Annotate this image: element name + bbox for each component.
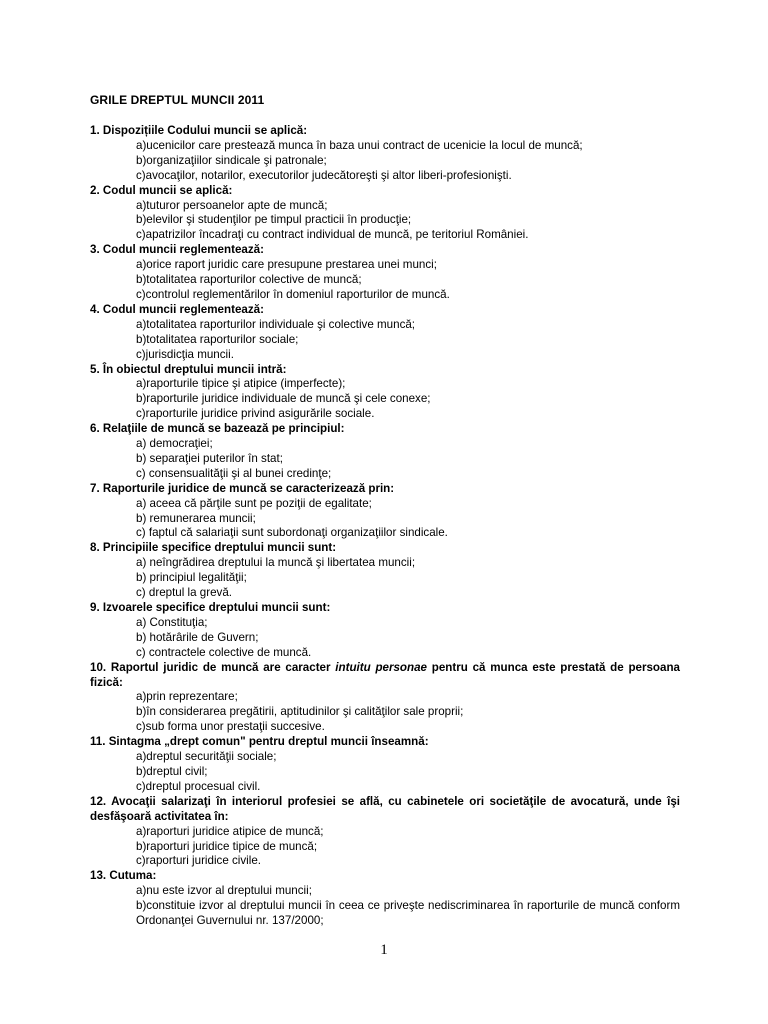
answer-option: a)orice raport juridic care presupune prestarea unei munci; <box>136 258 437 272</box>
answer-option: b)raporturi juridice tipice de muncă; <box>136 839 318 853</box>
question-block <box>90 601 680 661</box>
question-text: 1. Dispozițiile Codului muncii se aplică: <box>90 124 308 137</box>
question-block <box>90 482 680 542</box>
question-text: 2. Codul muncii se aplică: <box>90 183 233 197</box>
answer-option: b)raporturile juridice individuale de muncă şi cele conexe; <box>136 392 431 406</box>
answer-option: a)prin reprezentare; <box>136 690 238 704</box>
question-block <box>90 661 680 736</box>
question-block <box>90 184 680 244</box>
answer-option: a)raporturile tipice şi atipice (imperfecte); <box>136 377 346 391</box>
answer-option: a)nu este izvor al dreptului muncii; <box>136 884 312 898</box>
question-text: 13. Cutuma: <box>90 869 157 883</box>
question-block <box>90 869 680 929</box>
answer-option: b) principiul legalităţii; <box>136 571 247 585</box>
answer-option: c)dreptul procesual civil. <box>136 779 261 793</box>
question-block <box>90 124 680 184</box>
answer-option: a)raporturi juridice atipice de muncă; <box>136 824 324 838</box>
answer-option: a)ucenicilor care prestează munca în baza unui contract de ucenicie la locul de muncă; <box>136 138 583 152</box>
answer-option: c)avocaţilor, notarilor, executorilor judecătoreşti şi altor liberi-profesionişti. <box>136 168 512 182</box>
page-number: 1 <box>380 942 388 958</box>
question-text-start: 10. Raportul juridic de muncă are caracter <box>90 660 336 674</box>
answer-option: c)sub forma unor prestaţii succesive. <box>136 720 325 734</box>
question-text: 8. Principiile specifice dreptului muncii sunt: <box>90 541 337 555</box>
question-block <box>90 303 680 363</box>
answer-option: a) neîngrădirea dreptului la muncă şi libertatea muncii; <box>136 556 416 570</box>
question-text: 11. Sintagma „drept comun" pentru dreptul muncii înseamnă: <box>90 735 429 749</box>
answer-option: c)raporturile juridice privind asigurările sociale. <box>136 407 375 421</box>
question-italic-term: intuitu personae <box>335 660 427 674</box>
answer-option: a) aceea că părţile sunt pe poziţii de egalitate; <box>136 496 372 510</box>
question-block <box>90 795 680 870</box>
question-text: 6. Relaţiile de muncă se bazează pe principiul: <box>90 422 345 436</box>
question-block <box>90 541 680 601</box>
answer-option: c)apatrizilor încadraţi cu contract individual de muncă, pe teritoriul României. <box>136 228 529 242</box>
question-text: 7. Raporturile juridice de muncă se caracterizează prin: <box>90 481 395 495</box>
answer-option: b)dreptul civil; <box>136 764 208 778</box>
document-title: GRILE DREPTUL MUNCII 2011 <box>90 93 265 107</box>
question-block <box>90 422 680 482</box>
question-text: 5. În obiectul dreptului muncii intră: <box>90 362 287 376</box>
answer-option: c)jurisdicţia muncii. <box>136 347 234 361</box>
answer-option: a)totalitatea raporturilor individuale şi colective muncă; <box>136 317 416 331</box>
question-list <box>90 124 680 929</box>
question-block <box>90 363 680 423</box>
answer-option: c)controlul reglementărilor în domeniul raporturilor de muncă. <box>136 287 450 301</box>
answer-option: c) faptul că salariaţii sunt subordonaţi organizaţiilor sindicale. <box>136 526 448 540</box>
question-text: 3. Codul muncii reglementează: <box>90 243 264 257</box>
answer-option: b) separaţiei puterilor în stat; <box>136 451 283 465</box>
answer-option: a) democraţiei; <box>136 437 213 451</box>
answer-option: b)constituie izvor al dreptului muncii în ceea ce priveşte nediscriminarea în raporturile de muncă conform Ordonanţei Guvernului nr. 137/2000; <box>136 899 680 928</box>
answer-option: b) remunerarea muncii; <box>136 511 256 525</box>
question-text <box>90 661 680 691</box>
answer-option: b) hotărârile de Guvern; <box>136 630 259 644</box>
answer-option: c) contractele colective de muncă. <box>136 645 312 659</box>
answer-option: b)în considerarea pregătirii, aptitudinilor şi calităţilor sale proprii; <box>136 705 464 719</box>
question-block <box>90 735 680 795</box>
answer-option: b)totalitatea raporturilor sociale; <box>136 332 299 346</box>
answer-option: a)tuturor persoanelor apte de muncă; <box>136 198 328 212</box>
answer-option: c) consensualităţii şi al bunei credinţe; <box>136 466 332 480</box>
answer-option: c)raporturi juridice civile. <box>136 854 261 868</box>
answer-option: a)dreptul securităţii sociale; <box>136 750 277 764</box>
question-text: 4. Codul muncii reglementează: <box>90 302 264 316</box>
answer-option: b)totalitatea raporturilor colective de muncă; <box>136 273 362 287</box>
question-text-end: pentru că munca este prestată de persoana fizică: <box>90 660 680 689</box>
answer-option: a) Constituţia; <box>136 615 208 629</box>
answer-option: b)organizaţiilor sindicale şi patronale; <box>136 153 327 167</box>
question-text: 12. Avocaţii salarizaţi în interiorul profesiei se află, cu cabinetele ori societăţile de avocatură, unde îşi desfăşoară activitatea în: <box>90 794 680 823</box>
answer-option: c) dreptul la grevă. <box>136 586 233 600</box>
question-text: 9. Izvoarele specifice dreptului muncii sunt: <box>90 601 331 614</box>
answer-option: b)elevilor şi studenţilor pe timpul practicii în producţie; <box>136 213 412 227</box>
question-block <box>90 243 680 303</box>
